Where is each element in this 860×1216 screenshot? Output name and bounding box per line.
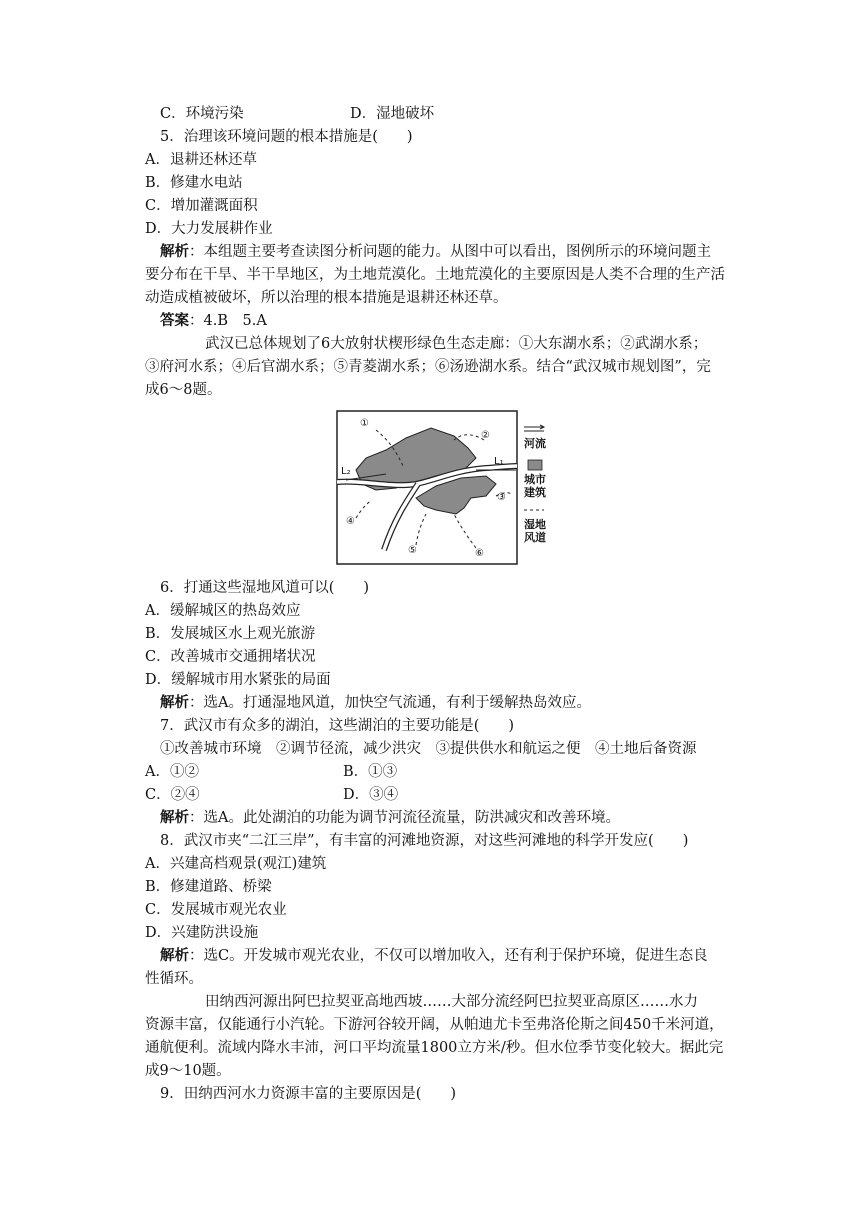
legend-city-label-1: 城市 [524,473,546,486]
q6-option-a: A．缓解城区的热岛效应 [145,603,301,619]
label-2: ② [481,430,490,441]
q5-option-c: C．增加灌溉面积 [145,198,258,214]
legend-city-icon [528,460,542,470]
label-3: ① [360,418,369,429]
q8-stem: 8．武汉市夹“二江三岸”，有丰富的河滩地资源，对这些河滩地的科学开发应( ) [160,833,689,849]
analysis-1-line-3: 动造成植被破坏，所以治理的根本措施是退耕还林还草。 [145,290,508,306]
q7-analysis: 解析：选A。此处湖泊的功能为调节河流径流量，防洪减灾和改善环境。 [160,809,620,826]
answer-label: 答案 [160,312,189,329]
legend-river-label: 河流 [524,437,546,450]
q7-option-a: A．①② [145,764,199,780]
q6-option-d: D．缓解城市用水紧张的局面 [145,672,331,688]
q5-stem: 5．治理该环境问题的根本措施是( ) [160,129,413,145]
q4-option-c: C．环境污染 [160,106,244,122]
q8-option-a: A．兴建高档观景(观江)建筑 [145,856,327,872]
label-5: ⑤ [408,545,417,556]
wuhan-intro-line-3: 成6～8题。 [145,382,222,398]
wuhan-intro-line-2: ③府河水系；④后官湖水系；⑤青菱湖水系；⑥汤逊湖水系。结合“武汉城市规划图”，完 [145,359,711,375]
q7-option-d: D．③④ [343,787,399,803]
tennessee-intro-line-4: 成9～10题。 [145,1063,231,1079]
q6-analysis: 解析：选A。打通湿地风道，加快空气流通，有利于缓解热岛效应。 [160,694,591,711]
q4-option-d: D．湿地破坏 [350,106,435,122]
label-l2: L₂ [341,466,351,477]
tennessee-intro-line-2: 资源丰富，仅能通行小汽轮。下游河谷较开阔，从帕迪尤卡至弗洛伦斯之间450千米河道， [145,1017,724,1033]
analysis-1-line-2: 要分布在干旱、半干旱地区，为土地荒漠化。土地荒漠化的主要原因是人类不合理的生产活 [145,267,725,283]
q6-option-c: C．改善城市交通拥堵状况 [145,649,316,665]
analysis-1-line-1: 解析：本组题主要考查读图分析问题的能力。从图中可以看出，图例所示的环境问题主 [160,243,711,260]
q7-option-c: C．②④ [145,787,200,803]
tennessee-intro-line-3: 通航便利。流域内降水丰沛，河口平均流量1800立方米/秒。但水位季节变化较大。据此完 [145,1040,724,1056]
q7-items: ①改善城市环境 ②调节径流，减少洪灾 ③提供供水和航运之便 ④土地后备资源 [160,741,697,757]
q7-stem: 7．武汉市有众多的湖泊，这些湖泊的主要功能是( ) [160,718,515,734]
legend-wetland-label-1: 湿地 [524,518,546,531]
tennessee-intro-line-1: 田纳西河源出阿巴拉契亚高地西坡……大部分流经阿巴拉契亚高原区……水力 [205,994,698,1010]
analysis-label: 解析 [160,243,189,260]
q5-option-d: D．大力发展耕作业 [145,221,273,237]
answer-line: 答案：4.B 5.A [160,312,267,329]
label-l1: L₁ [494,456,504,467]
label-6: ⑥ [475,548,484,559]
q8-analysis-line-1: 解析：选C。开发城市观光农业，不仅可以增加收入，还有利于保护环境，促进生态良 [160,947,708,964]
q5-option-b: B．修建水电站 [145,175,243,191]
wuhan-intro-line-1: 武汉已总体规划了6大放射状楔形绿色生态走廊：①大东湖水系；②武湖水系； [205,336,708,352]
legend-wetland-label-2: 风道 [524,531,546,544]
q8-option-b: B．修建道路、桥梁 [145,879,272,895]
legend-city-label-2: 建筑 [524,486,546,499]
q5-option-a: A．退耕还林还草 [145,152,257,168]
q8-analysis-line-2: 性循环。 [145,971,203,987]
label-4: ④ [346,516,355,527]
q9-stem: 9．田纳西河水力资源丰富的主要原因是( ) [160,1086,457,1102]
label-1: ③ [497,492,506,503]
q8-option-c: C．发展城市观光农业 [145,902,287,918]
wuhan-city-plan-map [336,410,556,565]
q8-option-d: D．兴建防洪设施 [145,925,259,941]
q6-stem: 6．打通这些湿地风道可以( ) [160,580,370,596]
q7-option-b: B．①③ [343,764,398,780]
q6-option-b: B．发展城区水上观光旅游 [145,626,316,642]
